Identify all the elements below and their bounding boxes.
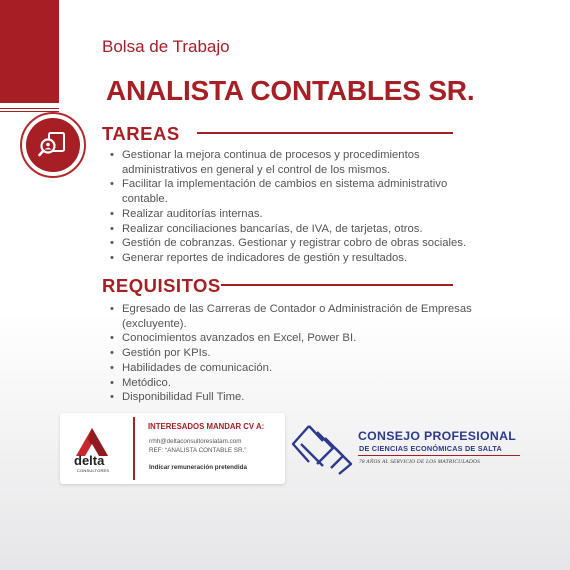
list-item: • Gestión de cobranzas. Gestionar y registrar cobro de obras sociales. xyxy=(108,236,466,251)
consejo-tagline: 78 AÑOS AL SERVICIO DE LOS MATRICULADOS xyxy=(359,459,481,465)
list-item: • Generar reportes de indicadores de gestión y resultados. xyxy=(108,251,466,266)
list-item: • Facilitar la implementación de cambios en sistema administrativo contable. xyxy=(108,177,466,206)
search-badge-fill xyxy=(26,118,80,172)
consejo-logo xyxy=(289,420,355,476)
contact-card xyxy=(60,413,285,484)
list-item: • Realizar auditorías internas. xyxy=(108,207,466,222)
requisitos-heading: REQUISITOS xyxy=(102,275,221,296)
list-item: • Realizar conciliaciones bancarías, de IVA, de tarjetas, otros. xyxy=(108,222,466,237)
list-item: • Gestión por KPIs. xyxy=(108,346,472,361)
contact-reference: REF: “ANALISTA CONTABLE SR.” xyxy=(149,447,247,454)
tareas-heading: TAREAS xyxy=(102,123,180,144)
corner-red-band xyxy=(0,0,59,103)
tareas-rule xyxy=(197,132,453,134)
page-subtitle: Bolsa de Trabajo xyxy=(102,37,230,56)
list-item: • Egresado de las Carreras de Contador o Administración de Empresas (excluyente). xyxy=(108,302,472,331)
requisitos-rule xyxy=(221,284,453,286)
list-item: • Conocimientos avanzados en Excel, Power BI. xyxy=(108,331,472,346)
list-item: • Disponibilidad Full Time. xyxy=(108,390,472,405)
requisitos-list xyxy=(108,302,472,405)
list-item: • Gestionar la mejora continua de procesos y procedimientos administrativos en general y el control de los mismos. xyxy=(108,148,466,177)
list-item: • Metódico. xyxy=(108,376,472,391)
consejo-subtitle: DE CIENCIAS ECONÓMICAS DE SALTA xyxy=(359,444,502,453)
delta-subtitle: CONSULTORES xyxy=(77,468,110,473)
list-item: • Habilidades de comunicación. xyxy=(108,361,472,376)
delta-wordmark: delta xyxy=(74,453,105,468)
corner-line-1 xyxy=(0,108,59,109)
contact-note: Indicar remuneración pretendida xyxy=(149,464,247,471)
tareas-list xyxy=(108,148,466,266)
page-title: ANALISTA CONTABLES SR. xyxy=(106,75,475,106)
card-divider xyxy=(133,417,135,480)
search-badge xyxy=(20,112,86,178)
search-icon xyxy=(37,129,69,161)
contact-email[interactable]: rrhh@deltaconsultoreslatam.com xyxy=(149,438,242,445)
consejo-rule xyxy=(358,455,520,456)
contact-heading: INTERESADOS MANDAR CV A: xyxy=(148,422,265,431)
consejo-title: CONSEJO PROFESIONAL xyxy=(358,429,517,443)
